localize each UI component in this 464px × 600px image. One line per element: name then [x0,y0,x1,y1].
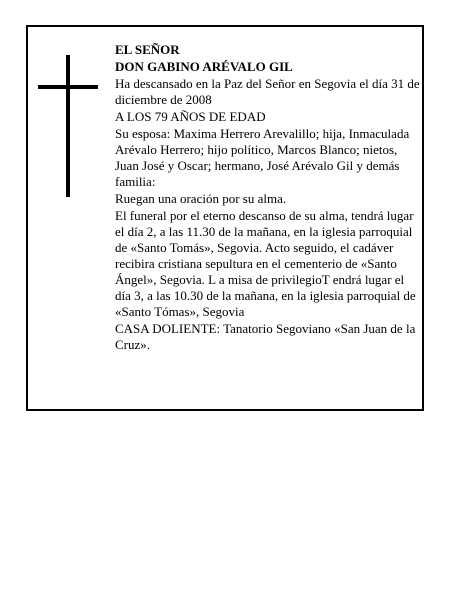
cross-icon [38,55,98,197]
deceased-name: DON GABINO ARÉVALO GIL [115,59,293,74]
obituary-notice [26,25,424,411]
age-line: A LOS 79 AÑOS DE EDAD [115,109,266,124]
notice-text-block [115,42,421,354]
family-list: Su esposa: Maxima Herrero Arevalillo; hija, Inmaculada Arévalo Herrero; hijo político, Marcos Blanco; nietos, Juan José y Oscar; hermano, José Arévalo Gil y demás familia: [115,126,410,189]
notice-title-line1: EL SEÑOR [115,42,180,57]
cross-vertical-bar [66,55,70,197]
prayer-request: Ruegan una oración por su alma. [115,191,287,206]
death-info: Ha descansado en la Paz del Señor en Segovia el día 31 de diciembre de 2008 [115,76,420,107]
cross-horizontal-bar [38,85,98,89]
funeral-details: El funeral por el eterno descanso de su alma, tendrá lugar el día 2, a las 11.30 de la mañana, en la iglesia parroquial de «Santo Tomás», Segovia. Acto seguido, el cadáver recibira cristiana sepultura en el cementerio de «Santo Ángel», Segovia. L a misa de privilegioT endrá lugar el día 3, a las 10.30 de la mañana, en la iglesia parroquial de «Santo Tómas», Segovia [115,208,416,319]
casa-doliente: CASA DOLIENTE: Tanatorio Segoviano «San Juan de la Cruz». [115,321,416,352]
